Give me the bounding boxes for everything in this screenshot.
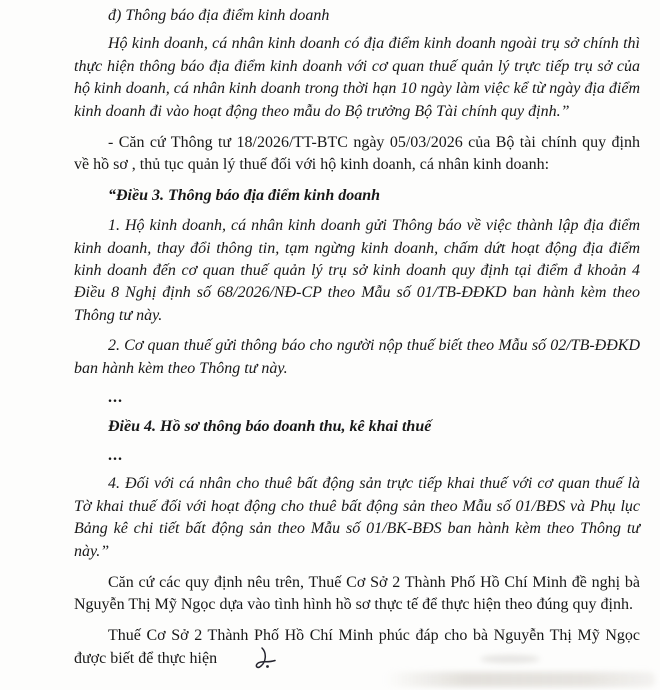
- article-4-heading: Điều 4. Hồ sơ thông báo doanh thu, kê khai thuế: [108, 417, 432, 435]
- closing-reply-text: Thuế Cơ Sở 2 Thành Phố Hồ Chí Minh phúc đáp cho bà Nguyễn Thị Mỹ Ngọc được biết để thực hiện: [74, 626, 640, 668]
- article-3-heading: “Điều 3. Thông báo địa điểm kinh doanh: [108, 186, 381, 204]
- article-4-clause-4: 4. Đối với cá nhân cho thuê bất động sản trực tiếp khai thuế với cơ quan thuế là Tờ khai thuế đối với hoạt động cho thuê bất động sản theo Mẫu số 01/BĐS và Phụ lục Bảng kê chi tiết bất động sản theo Mẫu số 01/BK-BĐS ban hành kèm theo Thông tư này.”: [74, 475, 640, 560]
- article-3-clause-1: 1. Hộ kinh doanh, cá nhân kinh doanh gửi Thông báo về việc thành lập địa điểm kinh doanh, thay đổi thông tin, tạm ngừng kinh doanh, chấm dứt hoạt động địa điểm kinh doanh đến cơ quan thuế quản lý trụ sở kinh doanh quy định tại điểm đ khoản 4 Điều 8 Nghị định số 68/2026/NĐ-CP theo Mẫu số 01/TB-ĐĐKD ban hành kèm theo Thông tư này.: [74, 217, 640, 324]
- quoted-clause-d-body: Hộ kinh doanh, cá nhân kinh doanh có địa điểm kinh doanh ngoài trụ sở chính thì thực hiện thông báo địa điểm kinh doanh với cơ quan thuế quản lý trực tiếp trụ sở của hộ kinh doanh, cá nhân kinh doanh trong thời hạn 10 ngày làm việc kể từ ngày địa điểm kinh doanh đi vào hoạt động theo mẫu do Bộ trưởng Bộ Tài chính quy định.”: [74, 35, 640, 120]
- ellipsis-separator: ...: [108, 389, 123, 407]
- handwritten-mark-icon: [219, 647, 283, 678]
- ellipsis-separator: ...: [108, 446, 123, 464]
- conclusion-request: Căn cứ các quy định nêu trên, Thuế Cơ Sở 2 Thành Phố Hồ Chí Minh đề nghị bà Nguyễn Thị Mỹ Ngọc dựa vào tình hình hồ sơ thực tế để thực hiện theo đúng quy định.: [74, 573, 640, 614]
- legal-basis-circular: - Căn cứ Thông tư 18/2026/TT-BTC ngày 05/03/2026 của Bộ tài chính quy định về hồ sơ , thủ tục quản lý thuế đối với hộ kinh doanh, cá nhân kinh doanh:: [74, 134, 640, 174]
- article-3-clause-2: 2. Cơ quan thuế gửi thông báo cho người nộp thuế biết theo Mẫu số 02/TB-ĐĐKD ban hành kèm theo Thông tư này.: [74, 337, 640, 377]
- closing-reply: [74, 625, 640, 679]
- clause-d-heading: đ) Thông báo địa điểm kinh doanh: [108, 7, 330, 24]
